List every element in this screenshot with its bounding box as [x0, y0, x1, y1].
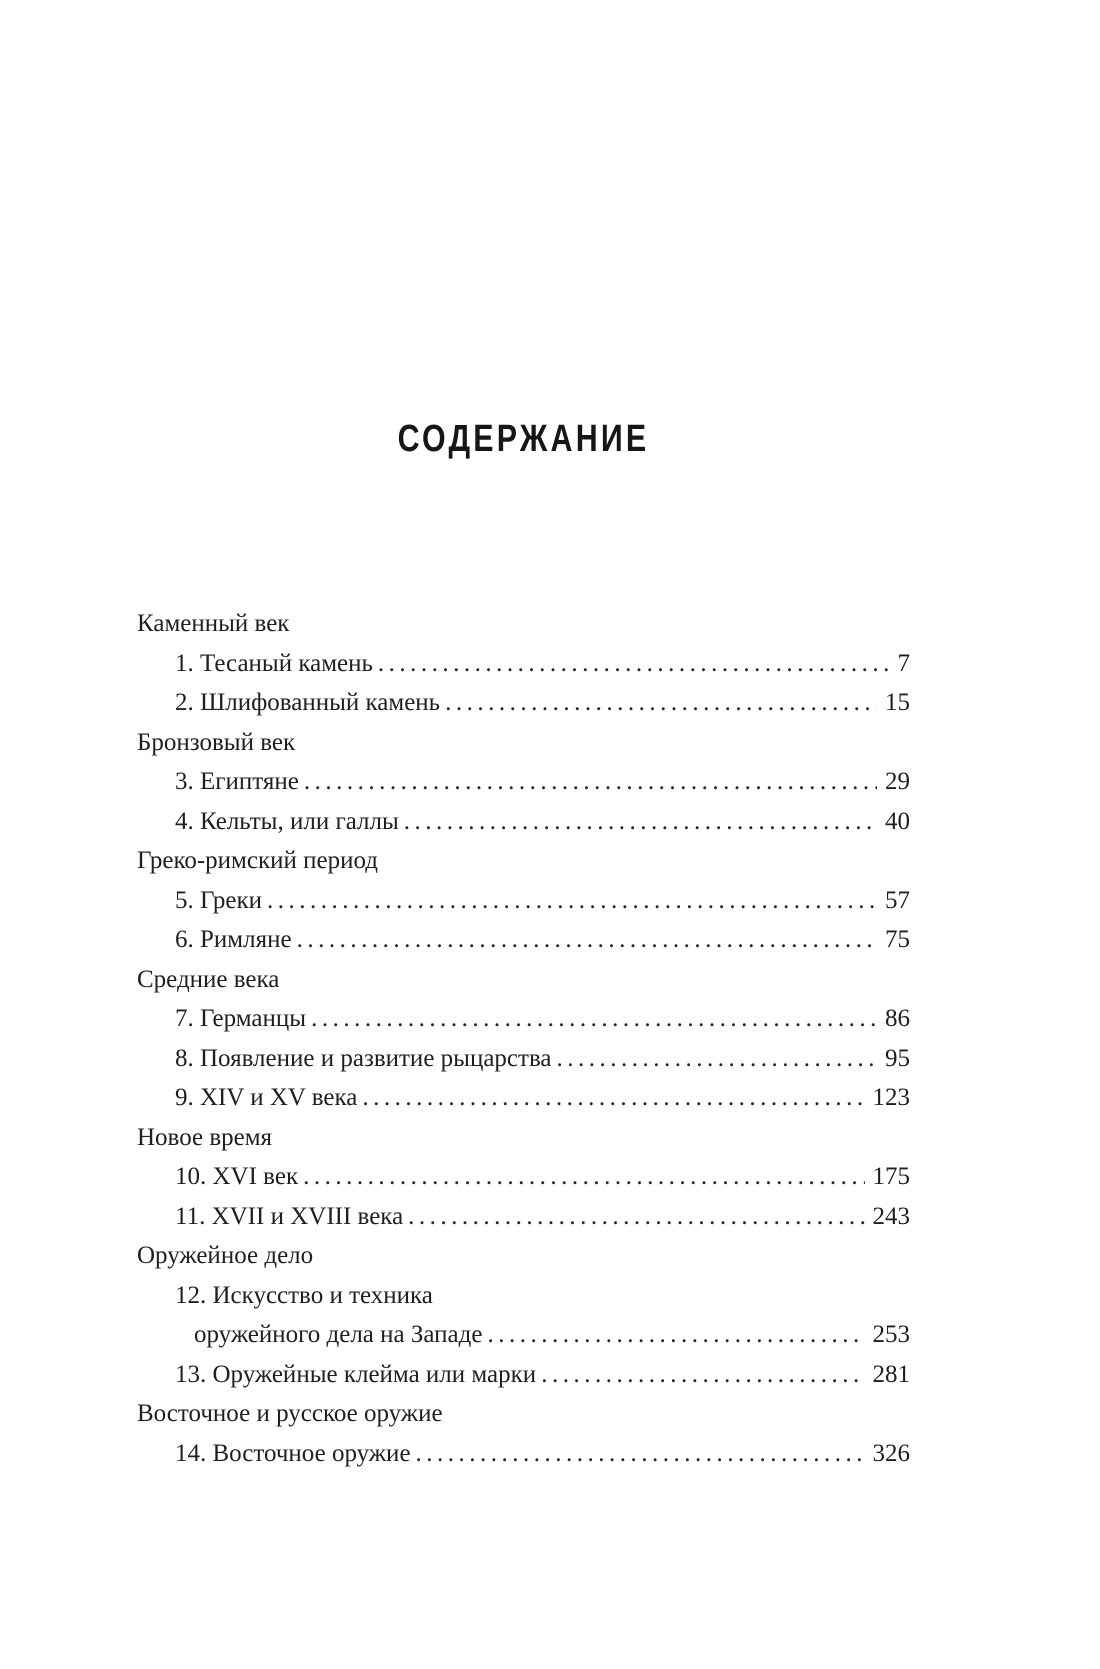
toc-page-number: 326 [872, 1439, 910, 1467]
toc-label: 14. Восточное оружие [175, 1439, 411, 1467]
toc-label: 6. Римляне [175, 926, 292, 953]
toc-section-row [137, 604, 910, 644]
toc-list [137, 604, 910, 1473]
toc-dot-leader [445, 683, 877, 723]
toc-page-number: 57 [885, 886, 910, 914]
toc-dot-leader [416, 1434, 865, 1474]
toc-entry-row [137, 644, 910, 684]
toc-label: 8. Появление и развитие рыцарства [175, 1044, 552, 1072]
toc-entry-row [137, 1078, 910, 1118]
toc-entry-row [137, 683, 910, 723]
toc-dot-leader [297, 920, 877, 960]
toc-section-row [137, 723, 910, 763]
toc-label: 1. Тесаный камень [175, 649, 373, 677]
toc-label: Каменный век [137, 610, 290, 637]
toc-label: 11. XVII и XVIII века [175, 1202, 404, 1230]
toc-label: 9. XIV и XV века [175, 1084, 358, 1111]
toc-dot-leader [304, 762, 877, 802]
toc-page-number: 123 [872, 1084, 910, 1111]
toc-label: оружейного дела на Западе [194, 1321, 483, 1348]
toc-label: 4. Кельты, или галлы [175, 807, 399, 835]
toc-entry-row [137, 1197, 910, 1237]
toc-label: 3. Египтяне [175, 768, 299, 795]
toc-entry-row [137, 1157, 910, 1197]
toc-dot-leader [267, 881, 877, 921]
toc-section-row [137, 841, 910, 881]
toc-page-number: 15 [885, 689, 910, 716]
toc-dot-leader [408, 1197, 864, 1237]
toc-dot-leader [362, 1078, 864, 1118]
toc-dot-leader [378, 644, 890, 684]
toc-page-number: 95 [885, 1044, 910, 1072]
toc-entry-row [137, 1276, 910, 1316]
toc-label: Греко-римский период [137, 847, 378, 874]
toc-label: 7. Германцы [175, 1005, 307, 1032]
toc-label: Новое время [137, 1123, 273, 1151]
toc-entry-row [137, 762, 910, 802]
toc-section-row [137, 1394, 910, 1434]
toc-entry-row [137, 1355, 910, 1395]
toc-dot-leader [311, 999, 877, 1039]
page-title: СОДЕРЖАНИЕ [397, 418, 650, 460]
toc-label: 13. Оружейные клейма или марки [175, 1360, 537, 1388]
toc-section-row [137, 1118, 910, 1158]
toc-entry-row [137, 999, 910, 1039]
toc-label: Средние века [137, 965, 280, 993]
toc-label: 10. XVI век [175, 1163, 299, 1190]
toc-page-number: 253 [872, 1321, 910, 1348]
toc-dot-leader [303, 1157, 864, 1197]
toc-dot-leader [487, 1315, 864, 1355]
toc-label: Восточное и русское оружие [137, 1400, 443, 1427]
toc-page-number: 75 [885, 926, 910, 953]
toc-entry-row [137, 881, 910, 921]
toc-page-number: 86 [885, 1005, 910, 1032]
toc-page-number: 281 [872, 1360, 910, 1388]
toc-label: Бронзовый век [137, 728, 296, 756]
toc-label: Оружейное дело [137, 1242, 314, 1269]
toc-page-number: 40 [885, 807, 910, 835]
toc-entry-row [137, 1315, 910, 1355]
toc-label: 12. Искусство и техника [175, 1281, 433, 1309]
toc-page-number: 175 [872, 1163, 910, 1190]
toc-dot-leader [404, 802, 877, 842]
toc-page-number: 29 [885, 768, 910, 795]
toc-page-number: 243 [872, 1202, 910, 1230]
toc-entry-row [137, 802, 910, 842]
toc-entry-row [137, 1434, 910, 1474]
toc-label: 5. Греки [175, 886, 262, 914]
toc-section-row [137, 1236, 910, 1276]
toc-page-number: 7 [897, 649, 910, 677]
toc-section-row [137, 960, 910, 1000]
toc-entry-row [137, 1039, 910, 1079]
toc-entry-row [137, 920, 910, 960]
toc-dot-leader [557, 1039, 877, 1079]
toc-dot-leader [541, 1355, 864, 1395]
toc-label: 2. Шлифованный камень [175, 689, 441, 716]
